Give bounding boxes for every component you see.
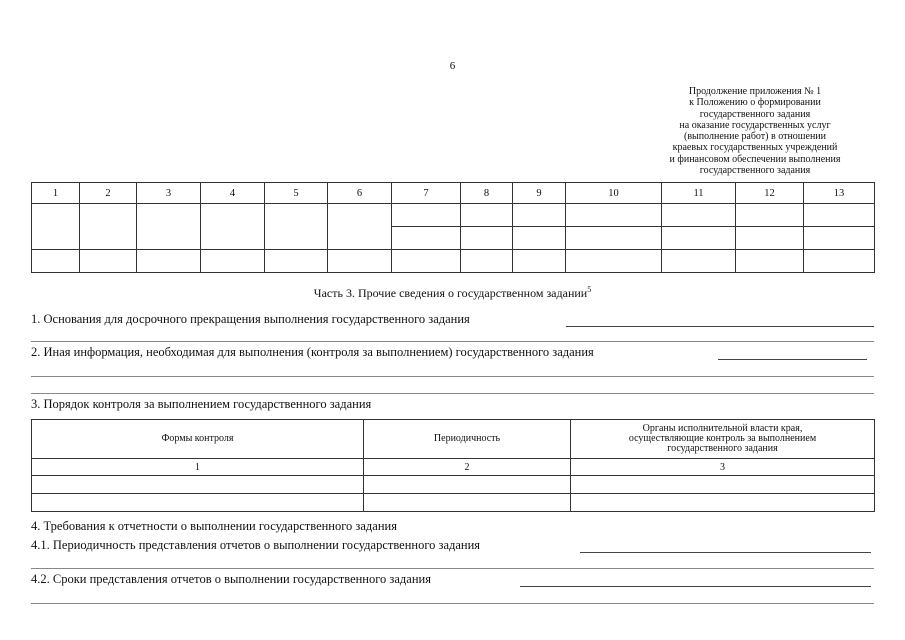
table-cell [461, 250, 513, 273]
table-cell [201, 250, 265, 273]
item-3-label: 3. Порядок контроля за выполнением государственного задания [31, 397, 372, 411]
divider [31, 341, 874, 342]
table-cell [137, 250, 201, 273]
table-cell [736, 204, 804, 227]
appendix-line: краевых государственных учреждений [672, 142, 838, 154]
indicators-table [31, 182, 875, 273]
table-cell [364, 476, 571, 494]
table-cell [392, 204, 461, 227]
table-row [32, 250, 875, 273]
table-cell [201, 204, 265, 250]
footnote-marker: 5 [587, 285, 592, 294]
table-cell [461, 227, 513, 250]
table-cell [32, 250, 80, 273]
divider [31, 568, 874, 569]
table-cell [736, 250, 804, 273]
appendix-line: и финансовом обеспечении выполнения [669, 153, 841, 165]
item-2-label: 2. Иная информация, необходимая для выполнения (контроля за выполнением) государственного задания [31, 345, 594, 359]
header-line: Органы исполнительной власти края, [642, 423, 803, 434]
column-number: 2 [364, 459, 571, 476]
table-row [32, 494, 875, 512]
appendix-line: Продолжение приложения № 1 [688, 86, 822, 97]
table-header-cell: 3 [137, 183, 201, 204]
table-cell [392, 250, 461, 273]
table-cell [566, 250, 662, 273]
table-cell [328, 250, 392, 273]
item-2-continuation-line[interactable] [31, 376, 874, 377]
table-cell [662, 250, 736, 273]
divider [31, 393, 874, 394]
table-cell [566, 204, 662, 227]
appendix-header [640, 86, 870, 176]
table-cell [80, 250, 137, 273]
table-cell [736, 227, 804, 250]
table-cell [265, 250, 328, 273]
item-1-label: 1. Основания для досрочного прекращения выполнения государственного задания [31, 312, 470, 326]
table-cell [265, 204, 328, 250]
table-row [32, 204, 875, 227]
table-header-cell: Периодичность [364, 420, 571, 459]
table-header-cell: 6 [328, 183, 392, 204]
item-4-1-field[interactable] [580, 552, 871, 553]
table-cell [392, 227, 461, 250]
control-table [31, 419, 875, 512]
table-header-cell: 10 [566, 183, 662, 204]
table-header-cell: 7 [392, 183, 461, 204]
item-4-label: 4. Требования к отчетности о выполнении государственного задания [31, 519, 397, 533]
table-cell [137, 204, 201, 250]
table-cell [566, 227, 662, 250]
item-4-2-label: 4.2. Сроки представления отчетов о выполнении государственного задания [31, 572, 431, 586]
table-cell [571, 494, 875, 512]
table-cell [571, 476, 875, 494]
table-header-cell: 12 [736, 183, 804, 204]
divider [31, 603, 874, 604]
table-header-cell: 4 [201, 183, 265, 204]
item-2-field[interactable] [718, 359, 867, 360]
item-4-2-field[interactable] [520, 586, 871, 587]
table-cell [513, 227, 566, 250]
appendix-line: государственного задания [699, 108, 811, 120]
table-header-cell: 1 [32, 183, 80, 204]
table-cell [804, 204, 875, 227]
table-header-cell: 5 [265, 183, 328, 204]
part3-title [0, 285, 905, 301]
item-4-1-label: 4.1. Периодичность представления отчетов о выполнении государственного задания [31, 538, 481, 552]
appendix-line: к Положению о формировании [689, 97, 821, 109]
table-cell [328, 204, 392, 250]
appendix-line: государственного задания [699, 165, 811, 177]
table-header-cell [571, 420, 875, 459]
appendix-line: (выполнение работ) в отношении [683, 131, 826, 143]
table-header-cell: 9 [513, 183, 566, 204]
table-header-cell: 2 [80, 183, 137, 204]
table-cell [461, 204, 513, 227]
table-header-cell: 8 [461, 183, 513, 204]
column-number: 3 [571, 459, 875, 476]
table-header-cell: Формы контроля [32, 420, 364, 459]
table-header-cell: 13 [804, 183, 875, 204]
table-cell [804, 227, 875, 250]
table-cell [513, 204, 566, 227]
column-number: 1 [32, 459, 364, 476]
part3-title-text: Часть 3. Прочие сведения о государственном задании [313, 286, 588, 300]
table-cell [662, 227, 736, 250]
table-header-cell: 11 [662, 183, 736, 204]
header-line: государственного задания [667, 443, 778, 454]
table-row [32, 476, 875, 494]
table-cell [32, 476, 364, 494]
page-number: 6 [449, 60, 456, 72]
header-line: осуществляющие контроль за выполнением [628, 433, 817, 444]
appendix-line: на оказание государственных услуг [679, 119, 831, 131]
table-cell [513, 250, 566, 273]
table-cell [32, 494, 364, 512]
item-1-field[interactable] [566, 326, 874, 327]
table-cell [804, 250, 875, 273]
table-cell [364, 494, 571, 512]
table-cell [80, 204, 137, 250]
table-cell [32, 204, 80, 250]
table-cell [662, 204, 736, 227]
